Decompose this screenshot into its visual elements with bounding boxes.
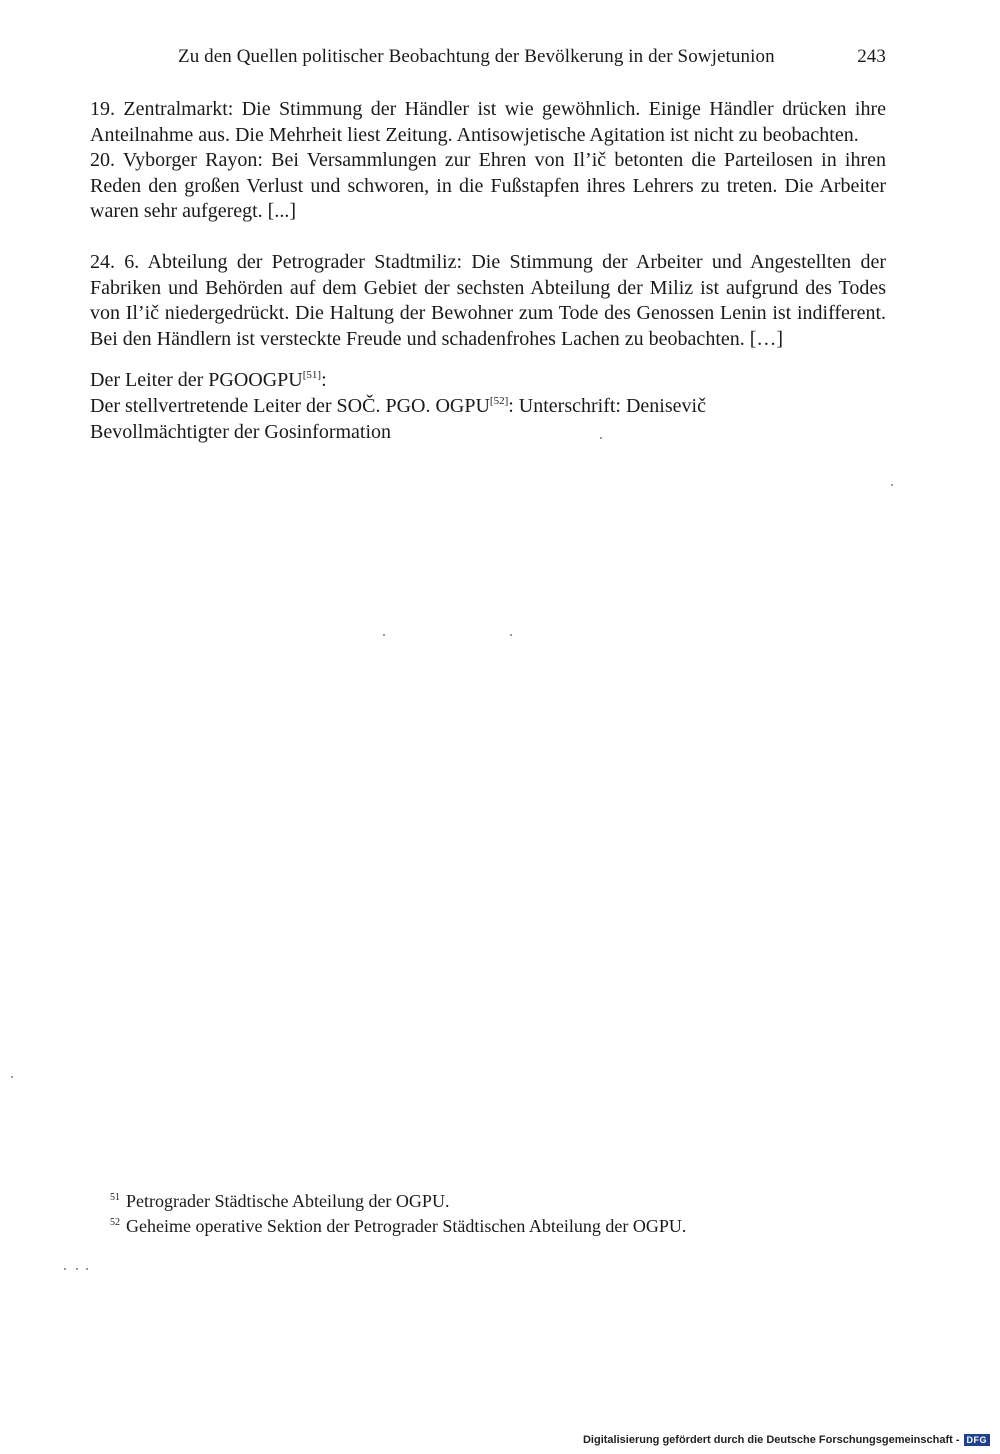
paragraph-zentralmarkt: 19. Zentralmarkt: Die Stimmung der Händler ist wie gewöhnlich. Einige Händler drücken ihre Anteilnahme aus. Die Mehrheit liest Zeitung. Antisowjetische Agitation ist nicht zu beobachten. [90, 98, 886, 146]
scan-speck [383, 634, 385, 636]
scan-speck [600, 437, 602, 439]
body-text [90, 97, 886, 445]
signature-line-leiter-end: : [321, 369, 327, 392]
footnotes [110, 1189, 870, 1239]
scan-speck [510, 634, 512, 636]
footnote-52 [110, 1214, 870, 1239]
page-header [178, 46, 886, 74]
footnote-51-number: 51 [110, 1192, 120, 1203]
paragraph-stadtmiliz: 24. 6. Abteilung der Petrograder Stadtmiliz: Die Stimmung der Arbeiter und Angestellten der Fabriken und Behörden auf dem Gebiet der sechsten Abteilung der Miliz ist aufgrund des Todes von Il’ič niedergedrückt. Die Haltung der Bewohner zum Tode des Genossen Lenin ist indifferent. Bei den Händlern ist versteckte Freude und schadenfrohes Lachen zu beobachten. […] [90, 250, 886, 350]
footnote-51 [110, 1189, 870, 1214]
footnote-51-text: Petrograder Städtische Abteilung der OGPU. [126, 1191, 450, 1211]
signature-block [90, 368, 886, 445]
footnote-ref-52: [52] [489, 394, 509, 407]
footnote-52-number: 52 [110, 1217, 120, 1228]
scan-speck [76, 1268, 78, 1270]
running-title: Zu den Quellen politischer Beobachtung der Bevölkerung in der Sowjetunion [178, 46, 775, 67]
scan-speck [64, 1268, 66, 1270]
scan-speck [891, 484, 893, 486]
signature-line-stellvertreter [90, 394, 886, 420]
scan-speck [86, 1268, 88, 1270]
scan-speck [11, 1076, 13, 1078]
footnote-52-text: Geheime operative Sektion der Petrograder Städtischen Abteilung der OGPU. [126, 1216, 687, 1236]
signature-line-bevollmaechtigter: Bevollmächtigter der Gosinformation [90, 420, 392, 443]
signature-line-stellvertreter-end: : Unterschrift: Denisevič [508, 394, 706, 417]
page-number: 243 [857, 46, 886, 67]
dfg-logo-icon: DFG [964, 1434, 991, 1446]
signature-line-leiter-text: Der Leiter der PGOOGPU [90, 369, 303, 392]
digitization-note [583, 1432, 990, 1448]
footnote-ref-51: [51] [302, 369, 322, 382]
signature-line-leiter [90, 368, 886, 394]
digitization-note-text: Digitalisierung gefördert durch die Deutsche Forschungsgemeinschaft - [582, 1434, 960, 1446]
paragraph-vyborger-rayon: 20. Vyborger Rayon: Bei Versammlungen zur Ehren von Il’ič betonten die Parteilosen in ihren Reden den großen Verlust und schworen, in die Fußstapfen ihres Lehrers zu treten. Die Arbeiter waren sehr aufgeregt. [...] [90, 149, 886, 223]
signature-line-stellvertreter-text: Der stellvertretende Leiter der SOČ. PGO. OGPU [90, 394, 490, 417]
